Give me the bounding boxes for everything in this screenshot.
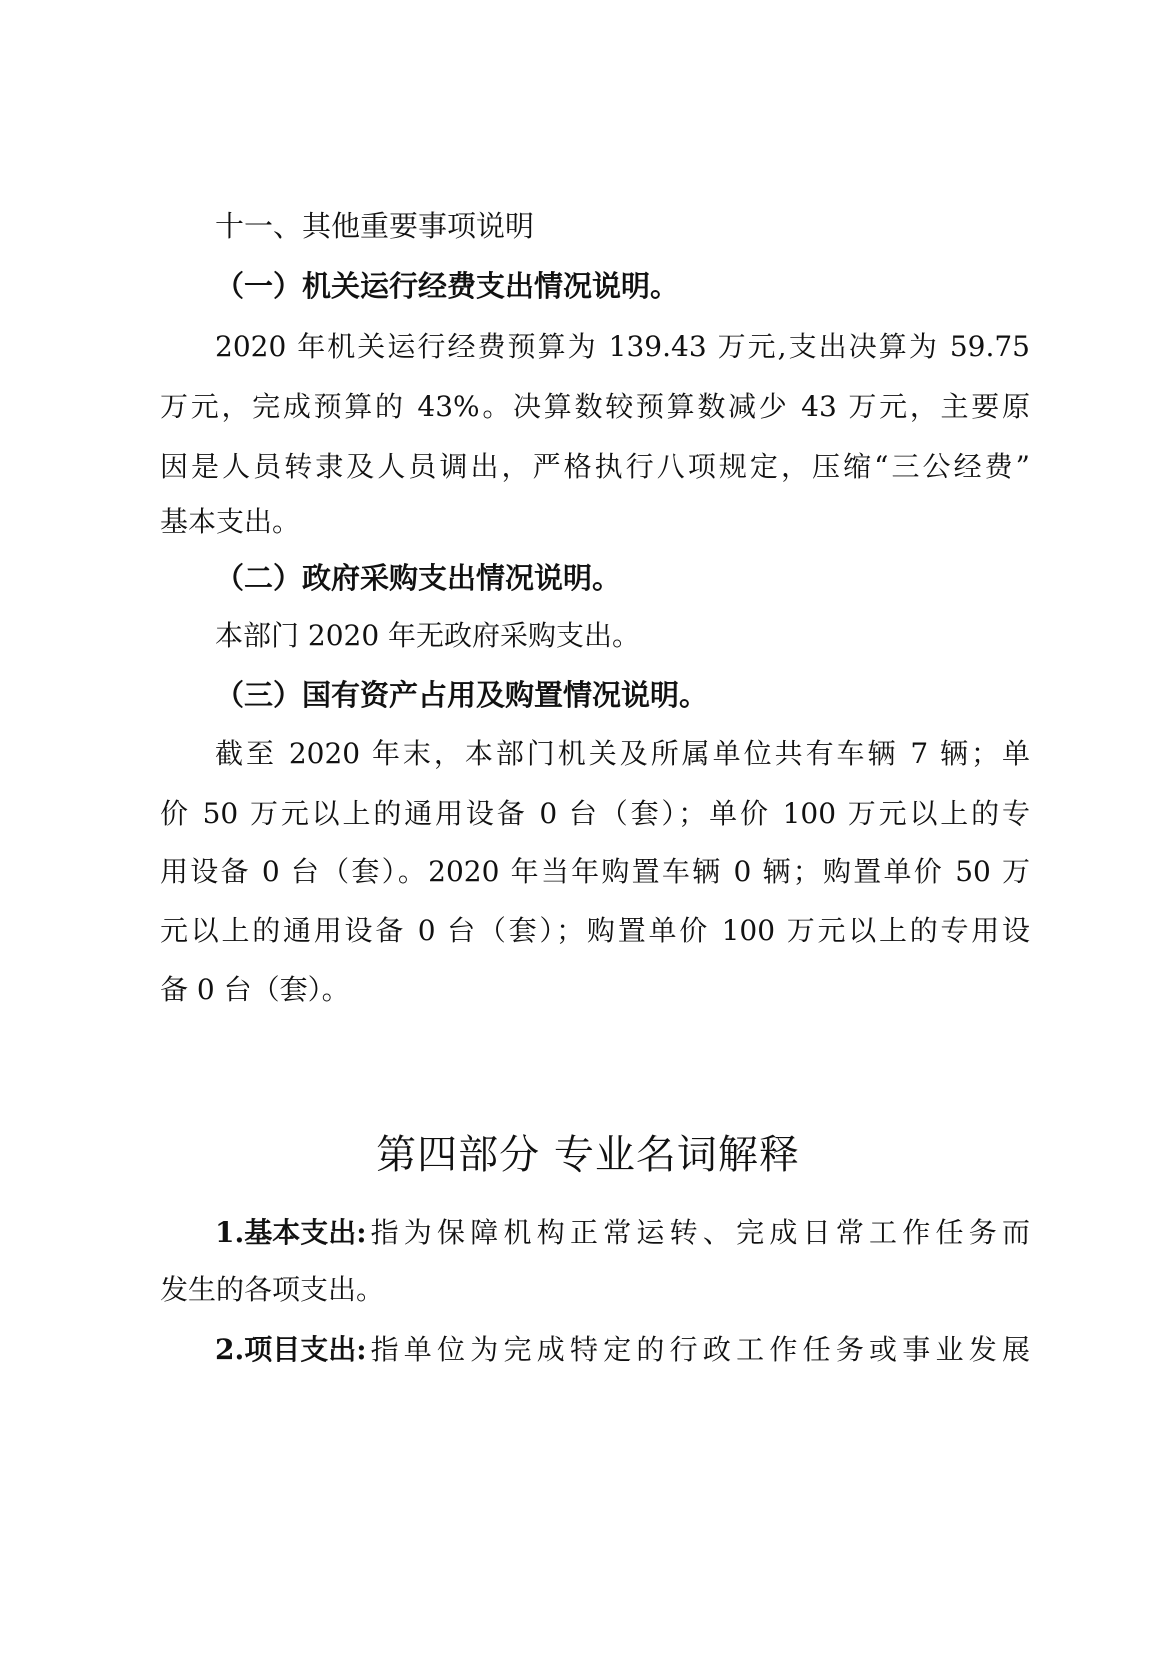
paragraph-line: 备 0 台（套）。 [160,973,350,1006]
paragraph-line: 截至 2020 年末，本部门机关及所属单位共有车辆 7 辆；单 [215,737,1030,770]
definition-item-2 [215,1332,1030,1368]
paragraph-line: 基本支出。 [160,505,301,538]
subsection-3-heading: （三）国有资产占用及购置情况说明。 [215,678,709,712]
paragraph-line: 元以上的通用设备 0 台（套）；购置单价 100 万元以上的专用设 [160,914,1030,947]
section-11-heading: 十一、其他重要事项说明 [215,209,535,243]
subsection-2-heading: （二）政府采购支出情况说明。 [215,561,622,595]
definition-term: 1.基本支出: [215,1216,367,1249]
paragraph-line: 因是人员转隶及人员调出，严格执行八项规定，压缩“三公经费” [160,450,1030,483]
part-4-title: 第四部分 专业名词解释 [376,1132,800,1178]
definition-text: 发生的各项支出。 [160,1273,385,1306]
paragraph-line: 万元，完成预算的 43%。决算数较预算数减少 43 万元，主要原 [160,390,1030,423]
definition-text: 指为保障机构正常运转、完成日常工作任务而 [370,1216,1030,1249]
definition-item-1 [215,1215,1030,1251]
definition-term: 2.项目支出: [215,1333,367,1366]
definition-text: 指单位为完成特定的行政工作任务或事业发展 [370,1333,1030,1366]
paragraph-line: 价 50 万元以上的通用设备 0 台（套）；单价 100 万元以上的专 [160,797,1030,830]
paragraph-line: 用设备 0 台（套）。2020 年当年购置车辆 0 辆；购置单价 50 万 [160,855,1030,888]
paragraph-line: 本部门 2020 年无政府采购支出。 [215,619,641,652]
subsection-1-heading: （一）机关运行经费支出情况说明。 [215,269,680,303]
paragraph-line: 2020 年机关运行经费预算为 139.43 万元,支出决算为 59.75 [215,330,1030,363]
